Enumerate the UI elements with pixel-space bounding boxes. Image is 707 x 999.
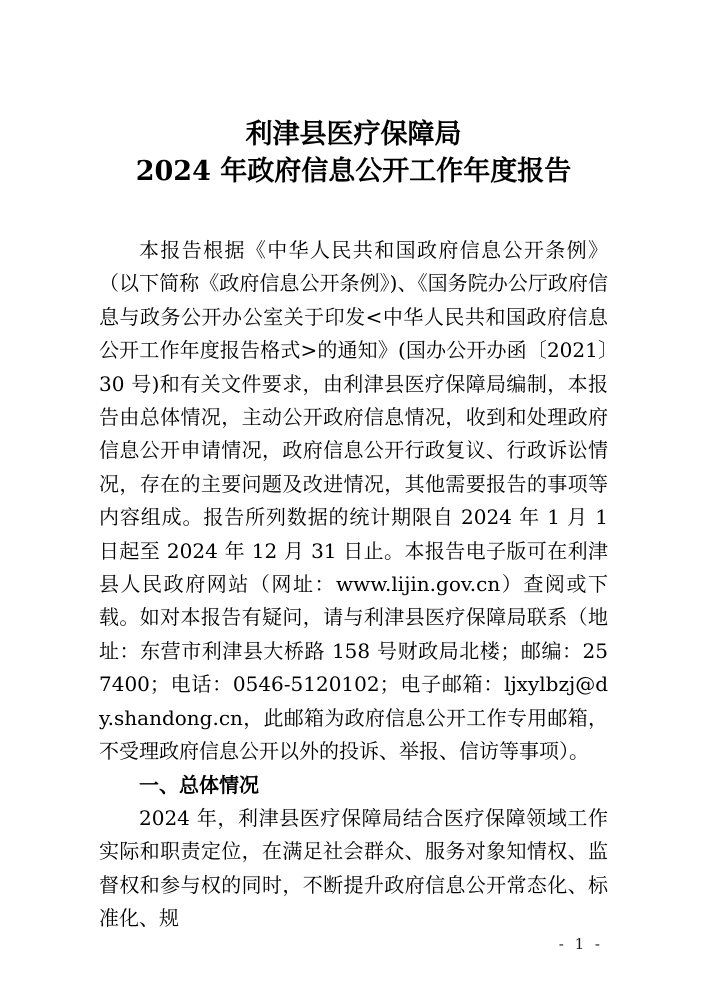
- page-number: - 1 -: [558, 935, 603, 953]
- section-1-heading: 一、总体情况: [139, 772, 259, 797]
- title-line-2: 2024 年政府信息公开工作年度报告: [135, 156, 572, 187]
- intro-paragraph: 本报告根据《中华人民共和国政府信息公开条例》（以下简称《政府信息公开条例》)、《国务院办公厅政府信息与政务公开办公室关于印发<中华人民共和国政府信息公开工作年度报告格式>的通知》(国办公开办函〔2021〕30 号)和有关文件要求，由利津县医疗保障局编制，本报告由总体情况，主动公开政府信息情况，收到和处理政府信息公开申请情况，政府信息公开行政复议、行政诉讼情况，存在的主要问题及改进情况，其他需要报告的事项等内容组成。报告所列数据的统计期限自 2024 年 1 月 1 日起至 2024 年 12 月 31 日止。本报告电子版可在利津县人民政府网站（网址：www.lijin.gov.cn）查阅或下载。如对本报告有疑问，请与利津县医疗保障局联系（地址：东营市利津县大桥路 158 号财政局北楼；邮编：257400；电话：0546-5120102；电子邮箱：ljxylbzj@dy.shandong.cn，此邮箱为政府信息公开工作专用邮箱，不受理政府信息公开以外的投诉、举报、信访等事项）。: [99, 238, 608, 764]
- document-title: [0, 0, 707, 190]
- section-1-paragraph: 2024 年，利津县医疗保障局结合医疗保障领域工作实际和职责定位，在满足社会群众、服务对象知情权、监督权和参与权的同时，不断提升政府信息公开常态化、标准化、规: [99, 805, 608, 931]
- document-body: [99, 234, 608, 936]
- title-line-1: 利津县医疗保障局: [245, 119, 462, 150]
